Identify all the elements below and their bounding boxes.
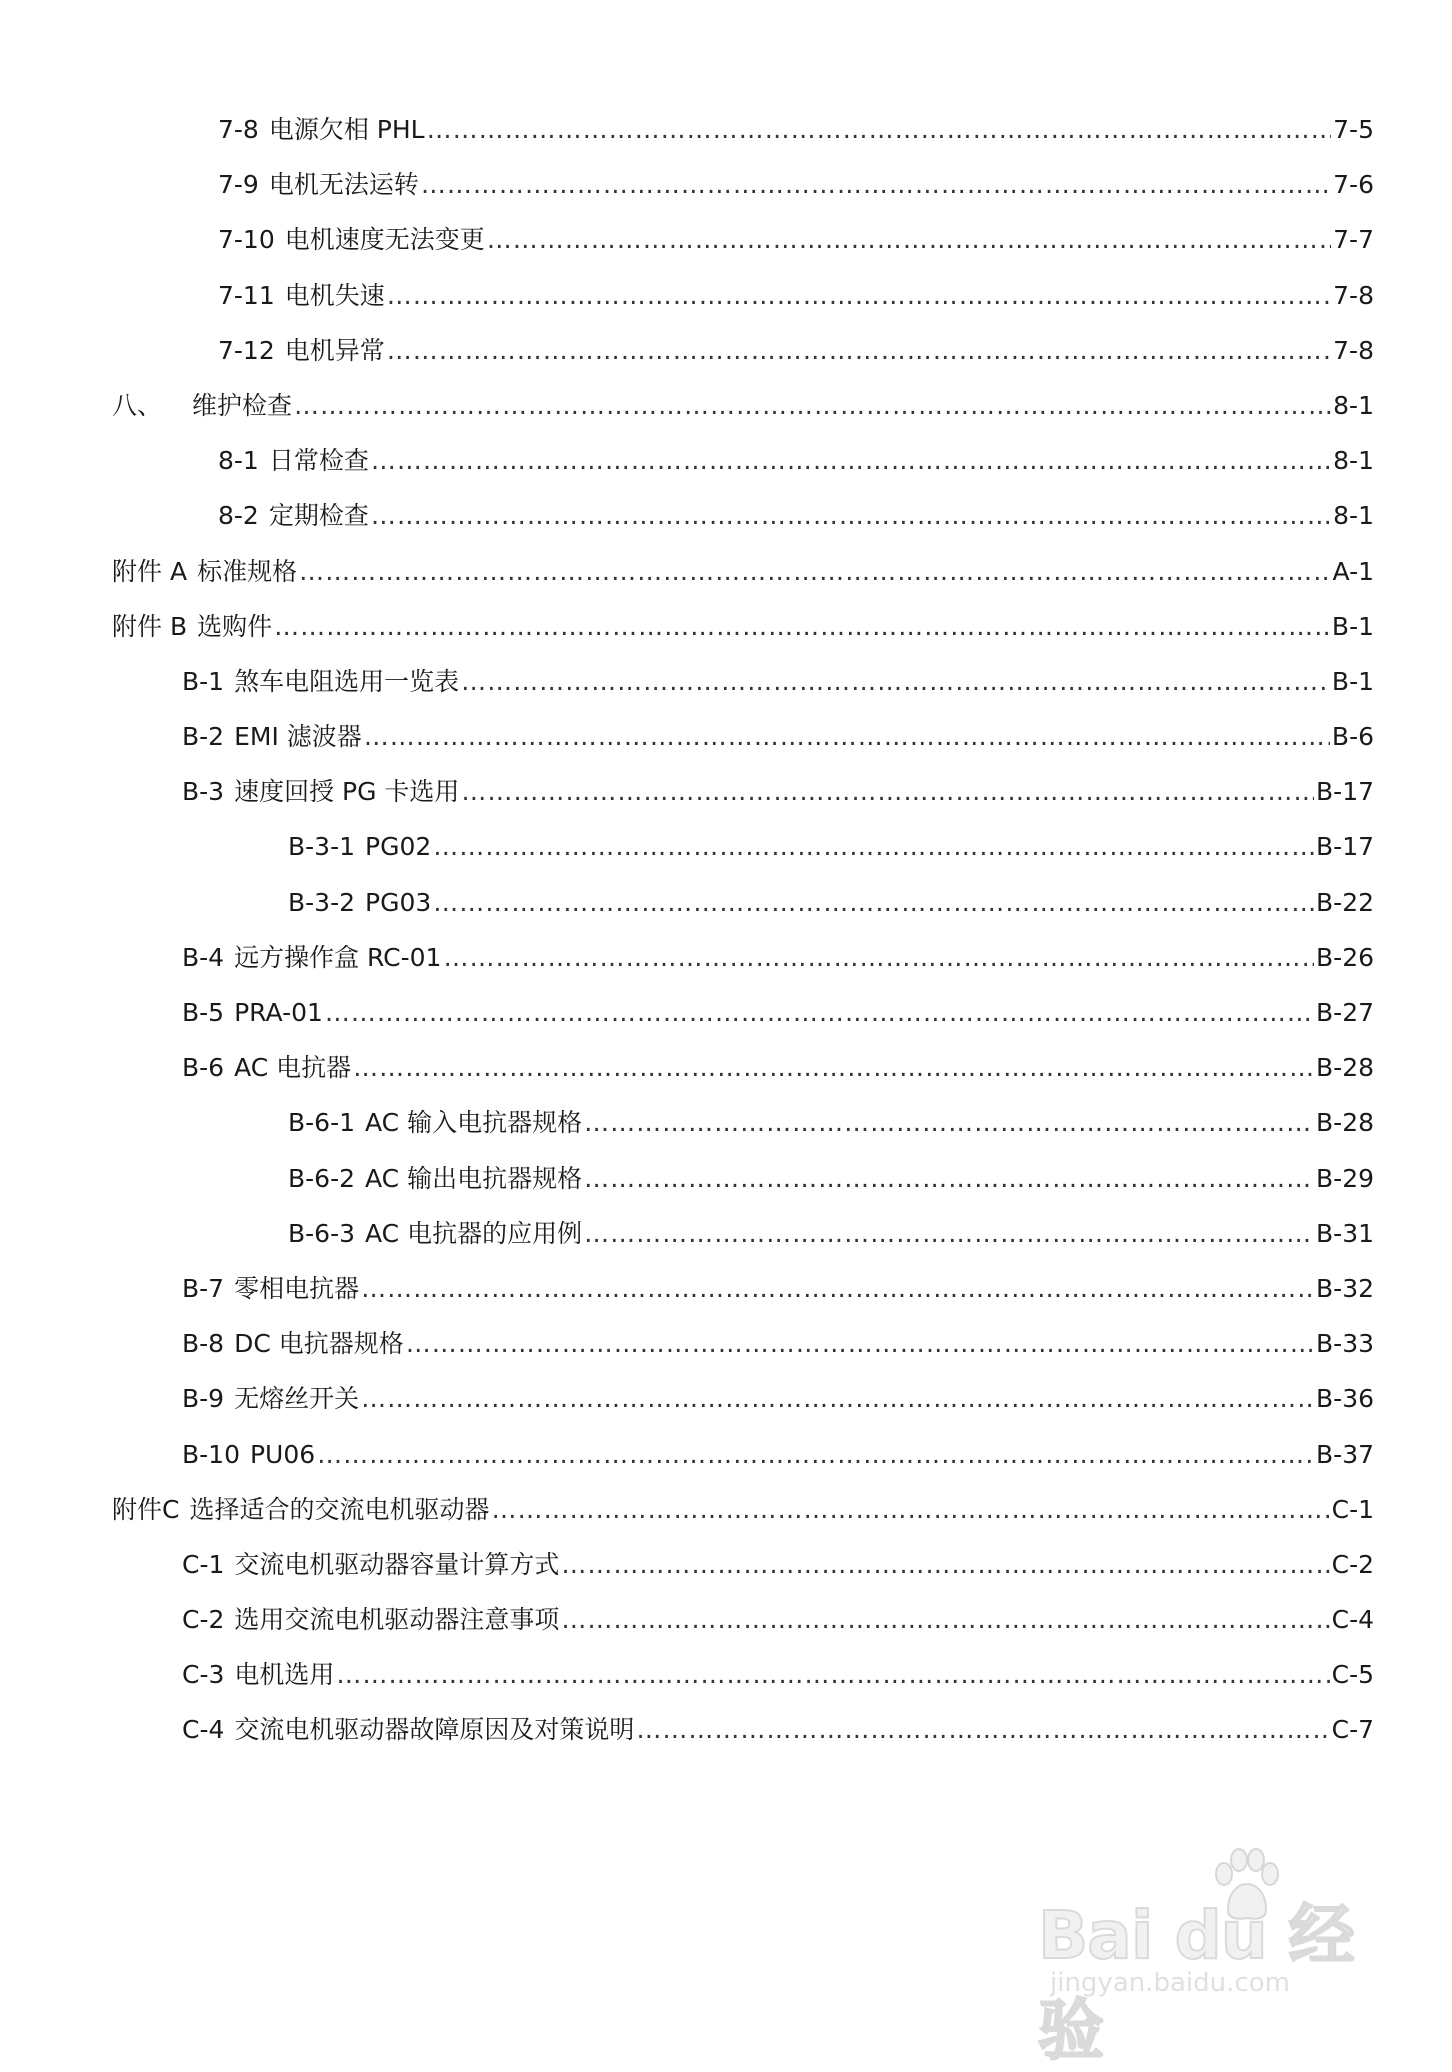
toc-entry-number: C-3 bbox=[182, 1660, 225, 1690]
toc-entry-title: 维护检查 bbox=[192, 390, 293, 420]
toc-entry bbox=[182, 1602, 1452, 1657]
toc-entry-number: C-2 bbox=[182, 1605, 225, 1635]
toc-entry-number: B-3 bbox=[182, 777, 225, 807]
toc-entry-title: PRA-01 bbox=[234, 998, 323, 1027]
toc-entry-title: 选择适合的交流电机驱动器 bbox=[189, 1494, 490, 1524]
toc-entry-number: B-2 bbox=[182, 722, 225, 752]
toc-leader-dots bbox=[461, 774, 1314, 810]
toc-entry-title: 电机速度无法变更 bbox=[284, 225, 485, 255]
toc-entry bbox=[218, 443, 1452, 498]
toc-entry bbox=[288, 829, 1452, 884]
toc-entry-title: AC 输出电抗器规格 bbox=[365, 1163, 583, 1193]
toc-entry-number: 7-12 bbox=[218, 335, 275, 365]
toc-entry-number: B-9 bbox=[182, 1384, 225, 1414]
toc-entry-number: 7-11 bbox=[218, 280, 275, 310]
toc-entry-title: AC 输入电抗器规格 bbox=[365, 1108, 583, 1138]
toc-entry bbox=[182, 1547, 1452, 1602]
toc-entry bbox=[112, 1492, 1452, 1547]
toc-entry-number: B-7 bbox=[182, 1273, 225, 1303]
toc-entry bbox=[182, 1712, 1452, 1767]
toc-leader-dots bbox=[427, 112, 1332, 148]
toc-entry-number: 8-2 bbox=[218, 501, 259, 531]
toc-entry-number: 八、 bbox=[112, 390, 163, 420]
toc-entry bbox=[288, 885, 1452, 940]
toc-entry-page: C-7 bbox=[1331, 1715, 1374, 1745]
toc-entry-page: C-2 bbox=[1331, 1549, 1374, 1579]
toc-entry-title: 交流电机驱动器故障原因及对策说明 bbox=[234, 1715, 635, 1745]
toc-entry-number: 7-8 bbox=[218, 115, 259, 144]
toc-entry bbox=[182, 719, 1452, 774]
toc-entry-number: 附件 A bbox=[112, 556, 188, 586]
toc-leader-dots bbox=[299, 554, 1330, 590]
toc-leader-dots bbox=[561, 1547, 1329, 1583]
toc-entry-page: B-33 bbox=[1316, 1329, 1374, 1359]
toc-leader-dots bbox=[353, 1050, 1314, 1086]
toc-entry-number: B-3-1 bbox=[288, 832, 356, 862]
toc-entry-page: C-1 bbox=[1331, 1494, 1374, 1524]
toc-entry-title: 电机无法运转 bbox=[268, 170, 419, 200]
toc-entry-page: B-6 bbox=[1331, 722, 1374, 752]
toc-leader-dots bbox=[294, 388, 1331, 424]
toc-entry-number: 8-1 bbox=[218, 446, 259, 476]
toc-entry-page: 7-8 bbox=[1333, 280, 1374, 310]
toc-entry-number: 7-10 bbox=[218, 225, 275, 255]
toc-entry-title: 速度回授 PG 卡选用 bbox=[234, 777, 460, 807]
toc-entry-number: 附件C bbox=[112, 1494, 180, 1524]
toc-entry-page: B-17 bbox=[1316, 832, 1374, 862]
toc-leader-dots bbox=[336, 1657, 1329, 1693]
toc-leader-dots bbox=[406, 1326, 1314, 1362]
toc-entry-title: 电机异常 bbox=[284, 335, 385, 365]
toc-leader-dots bbox=[387, 278, 1331, 314]
toc-entry-number: B-6-2 bbox=[288, 1163, 356, 1193]
toc-leader-dots bbox=[561, 1602, 1329, 1638]
toc-entry-page: 7-6 bbox=[1333, 170, 1374, 200]
toc-leader-dots bbox=[421, 167, 1331, 203]
toc-leader-dots bbox=[461, 664, 1330, 700]
toc-entry bbox=[182, 1271, 1452, 1326]
toc-entry-title: 选购件 bbox=[197, 611, 273, 641]
toc-entry-number: B-3-2 bbox=[288, 887, 356, 917]
watermark-logo-text: Bai du 经验 bbox=[1038, 1897, 1354, 2069]
toc-entry-number: B-1 bbox=[182, 666, 225, 696]
toc-entry bbox=[218, 333, 1452, 388]
toc-entry-page: C-4 bbox=[1331, 1605, 1374, 1635]
toc-entry-number: B-10 bbox=[182, 1439, 240, 1469]
toc-entry-title: 零相电抗器 bbox=[234, 1273, 360, 1303]
toc-leader-dots bbox=[433, 885, 1314, 921]
toc-entry-page: 7-7 bbox=[1333, 225, 1374, 255]
toc-leader-dots bbox=[317, 1437, 1314, 1473]
toc-entry-page: A-1 bbox=[1332, 556, 1374, 586]
toc-entry-title: DC 电抗器规格 bbox=[234, 1329, 404, 1359]
toc-entry-page: B-28 bbox=[1316, 1108, 1374, 1138]
toc-entry-title: 标准规格 bbox=[197, 556, 298, 586]
toc-entry bbox=[182, 1050, 1452, 1105]
toc-entry-page: B-17 bbox=[1316, 777, 1374, 807]
toc-entry-number: C-4 bbox=[182, 1715, 225, 1745]
toc-leader-dots bbox=[361, 1271, 1314, 1307]
toc-entry-page: B-22 bbox=[1316, 887, 1374, 917]
toc-entry-page: B-36 bbox=[1316, 1384, 1374, 1414]
toc-leader-dots bbox=[325, 995, 1314, 1031]
toc-entry-page: B-29 bbox=[1316, 1163, 1374, 1193]
toc-entry-page: B-1 bbox=[1331, 611, 1374, 641]
toc-entry bbox=[288, 1161, 1452, 1216]
toc-entry bbox=[182, 1381, 1452, 1436]
toc-entry-number: B-6-1 bbox=[288, 1108, 356, 1138]
toc-entry-title: 选用交流电机驱动器注意事项 bbox=[234, 1605, 560, 1635]
toc-entry-title: AC 电抗器 bbox=[234, 1053, 352, 1083]
toc-entry-title: 交流电机驱动器容量计算方式 bbox=[234, 1549, 560, 1579]
toc-leader-dots bbox=[364, 719, 1330, 755]
toc-leader-dots bbox=[584, 1105, 1314, 1141]
toc-entry bbox=[182, 940, 1452, 995]
toc-leader-dots bbox=[584, 1161, 1314, 1197]
toc-leader-dots bbox=[371, 443, 1331, 479]
table-of-contents bbox=[0, 112, 1452, 1768]
toc-entry-title: AC 电抗器的应用例 bbox=[365, 1218, 583, 1248]
toc-entry-number: B-5 bbox=[182, 998, 225, 1027]
toc-leader-dots bbox=[433, 829, 1314, 865]
baidu-jingyan-watermark bbox=[1038, 1846, 1378, 2069]
toc-entry-page: B-27 bbox=[1316, 998, 1374, 1027]
toc-entry-title: 远方操作盒 RC-01 bbox=[234, 942, 442, 972]
toc-entry-number: B-4 bbox=[182, 942, 225, 972]
toc-entry bbox=[182, 664, 1452, 719]
toc-entry-number: B-6 bbox=[182, 1053, 225, 1083]
toc-entry-number: B-6-3 bbox=[288, 1218, 356, 1248]
toc-entry bbox=[182, 995, 1452, 1050]
toc-entry bbox=[218, 167, 1452, 222]
toc-entry-title: 电源欠相 PHL bbox=[268, 115, 425, 144]
toc-leader-dots bbox=[584, 1216, 1314, 1252]
toc-entry bbox=[112, 554, 1452, 609]
toc-entry-page: 8-1 bbox=[1333, 390, 1374, 420]
toc-entry-page: 7-5 bbox=[1333, 115, 1374, 144]
toc-entry-page: 8-1 bbox=[1333, 446, 1374, 476]
toc-entry bbox=[218, 222, 1452, 277]
toc-leader-dots bbox=[487, 222, 1331, 258]
toc-entry-page: 8-1 bbox=[1333, 501, 1374, 531]
toc-entry-page: B-28 bbox=[1316, 1053, 1374, 1083]
toc-entry-page: B-32 bbox=[1316, 1273, 1374, 1303]
toc-entry-page: 7-8 bbox=[1333, 335, 1374, 365]
toc-entry bbox=[112, 609, 1452, 664]
toc-entry bbox=[288, 1216, 1452, 1271]
toc-entry bbox=[112, 388, 1452, 443]
toc-entry bbox=[218, 278, 1452, 333]
toc-entry-number: B-8 bbox=[182, 1329, 225, 1359]
toc-leader-dots bbox=[491, 1492, 1329, 1528]
toc-entry-page: B-26 bbox=[1316, 942, 1374, 972]
toc-entry bbox=[182, 1657, 1452, 1712]
toc-entry-title: 电机选用 bbox=[234, 1660, 335, 1690]
toc-entry-title: PG02 bbox=[365, 832, 432, 862]
toc-entry-title: 电机失速 bbox=[284, 280, 385, 310]
toc-leader-dots bbox=[274, 609, 1330, 645]
toc-entry bbox=[182, 1437, 1452, 1492]
toc-entry-title: 定期检查 bbox=[268, 501, 369, 531]
toc-entry bbox=[182, 774, 1452, 829]
toc-entry-title: 日常检查 bbox=[268, 446, 369, 476]
toc-entry-number: C-1 bbox=[182, 1549, 225, 1579]
toc-leader-dots bbox=[387, 333, 1331, 369]
toc-entry-title: EMI 滤波器 bbox=[234, 722, 362, 752]
toc-entry bbox=[288, 1105, 1452, 1160]
toc-leader-dots bbox=[361, 1381, 1314, 1417]
toc-entry bbox=[218, 498, 1452, 553]
toc-entry bbox=[182, 1326, 1452, 1381]
toc-entry-title: PU06 bbox=[249, 1439, 316, 1469]
toc-entry-title: PG03 bbox=[365, 887, 432, 917]
toc-entry-page: B-31 bbox=[1316, 1218, 1374, 1248]
toc-leader-dots bbox=[371, 498, 1331, 534]
toc-entry-page: C-5 bbox=[1331, 1660, 1374, 1690]
toc-entry-number: 附件 B bbox=[112, 611, 188, 641]
toc-entry-page: B-1 bbox=[1331, 666, 1374, 696]
toc-leader-dots bbox=[443, 940, 1314, 976]
toc-entry-number: 7-9 bbox=[218, 170, 259, 200]
toc-entry-title: 无熔丝开关 bbox=[234, 1384, 360, 1414]
toc-entry-title: 煞车电阻选用一览表 bbox=[234, 666, 460, 696]
toc-entry bbox=[218, 112, 1452, 167]
toc-entry-page: B-37 bbox=[1316, 1439, 1374, 1469]
watermark-url: jingyan.baidu.com bbox=[1050, 1968, 1290, 1998]
toc-leader-dots bbox=[636, 1712, 1329, 1748]
